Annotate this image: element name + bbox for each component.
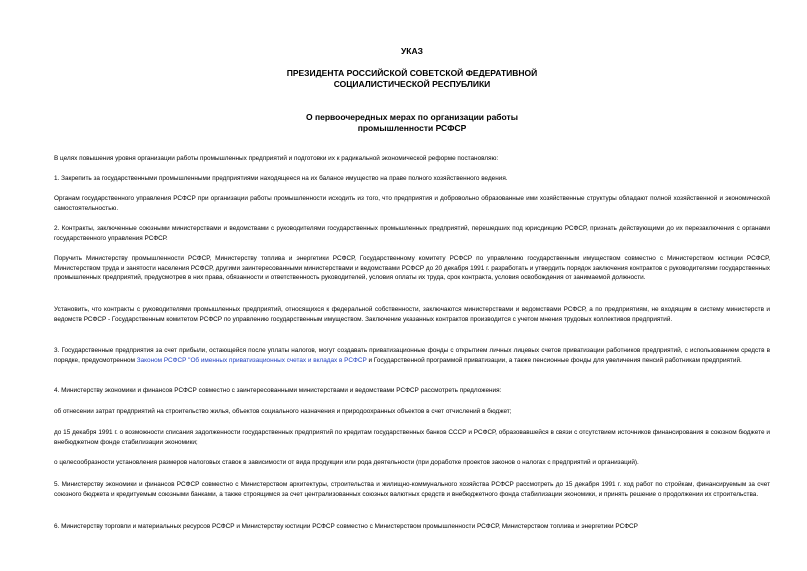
paragraph-2b: Поручить Министерству промышленности РСФСР, Министерству топлива и энергетики РСФСР, Государственному комитету РСФСР по управлению государственным имуществом совместно с Министерством юстиции РСФСР, Министерством труда и занятости населения РСФСР, другими заинтересованными министерствами и ведомствами РСФСР до 20 декабря 1991 г. разработать и утвердить порядок заключения контрактов с руководителями государственных промышленных предприятий, предусмотрев в них права, обязанности и ответственность руководителей, условия оплаты их труда, срок контракта, условия освобождения от занимаемой должности. xyxy=(54,255,770,282)
paragraph-1: 1. Закрепить за государственными промышленными предприятиями находящееся на их балансе имущество на праве полного хозяйственного ведения. xyxy=(54,175,508,182)
paragraph-3-text-post: и Государственной программой приватизации, а также пенсионные фонды для увеличения пенсий работникам предприятий. xyxy=(366,356,742,364)
issuer-title-line1: ПРЕЗИДЕНТА РОССИЙСКОЙ СОВЕТСКОЙ ФЕДЕРАТИВНОЙ xyxy=(286,68,538,78)
paragraph-4: 4. Министерству экономики и финансов РСФСР совместно с заинтересованными министерствами и ведомствами РСФСР рассмотреть предложения: xyxy=(54,387,502,394)
paragraph-3 xyxy=(54,346,770,365)
paragraph-2: 2. Контракты, заключенные союзными министерствами и ведомствами с руководителями государственных промышленных предприятий, перешедших под юрисдикцию РСФСР, признать действующими до их перезаключения с органами государственного управления РСФСР. xyxy=(54,225,770,242)
decree-title: УКАЗ xyxy=(401,46,423,56)
paragraph-2c: Установить, что контракты с руководителями промышленных предприятий, относящихся к федеральной собственности, заключаются министерствами и ведомствами РСФСР, а по предприятиям, не входящим в систему министерств и ведомств РСФСР - Государственным комитетом РСФСР по управлению государственным имуществом. Заключение указанных контрактов производится с учетом мнения трудовых коллективов предприятий. xyxy=(54,306,770,323)
issuer-title-line2: СОЦИАЛИСТИЧЕСКОЙ РЕСПУБЛИКИ xyxy=(333,79,491,89)
paragraph-4a: об отнесении затрат предприятий на строительство жилья, объектов социального назначения и природоохранных объектов в счет отчислений в бюджет; xyxy=(54,408,512,415)
paragraph-intro: В целях повышения уровня организации работы промышленных предприятий и подготовки их к радикальной экономической реформе постановляю: xyxy=(54,155,499,162)
paragraph-6: 6. Министерству торговли и материальных ресурсов РСФСР и Министерству юстиции РСФСР совместно с Министерством промышленности РСФСР, Министерством топлива и энергетики РСФСР xyxy=(54,523,638,530)
decree-subject-line1: О первоочередных мерах по организации работы xyxy=(306,112,518,122)
paragraph-4c: о целесообразности установления размеров налоговых ставок в зависимости от вида продукции или рода деятельности (при доработке проектов законов о налогах с предприятий и организаций). xyxy=(54,459,639,466)
law-link[interactable]: Законом РСФСР "Об именных приватизационных счетах и вкладах в РСФСР xyxy=(136,356,367,364)
paragraph-1b: Органам государственного управления РСФСР при организации работы промышленности исходить из того, что предприятия и добровольно образованные ими хозяйственные структуры обладают полной хозяйственной и экономической самостоятельностью. xyxy=(54,195,770,212)
paragraph-5: 5. Министерству экономики и финансов РСФСР совместно с Министерством архитектуры, строительства и жилищно-коммунального хозяйства РСФСР рассмотреть до 15 декабря 1991 г. ход работ по стройкам, финансируемым за счет союзного бюджета и кредитуемым союзными банками, а также строящимся за счет централизованных союзных валютных средств и внебюджетного фонда стабилизации экономики, и принять решение о продолжении их строительства. xyxy=(54,481,770,498)
paragraph-3-text-pre: 3. Государственные предприятия за счет прибыли, остающейся после уплаты налогов, могут создавать приватизационные фонды с открытием личных лицевых счетов приватизации работников предприятий, с использованием средств в порядке, предусмотренном xyxy=(54,347,770,364)
paragraph-4b: до 15 декабря 1991 г. о возможности списания задолженности государственных предприятий по кредитам государственных банков СССР и РСФСР, образовавшейся в связи с отсутствием источников финансирования в союзном бюджете и внебюджетном фонде стабилизации экономики; xyxy=(54,429,770,446)
decree-subject-line2: промышленности РСФСР xyxy=(357,123,467,133)
